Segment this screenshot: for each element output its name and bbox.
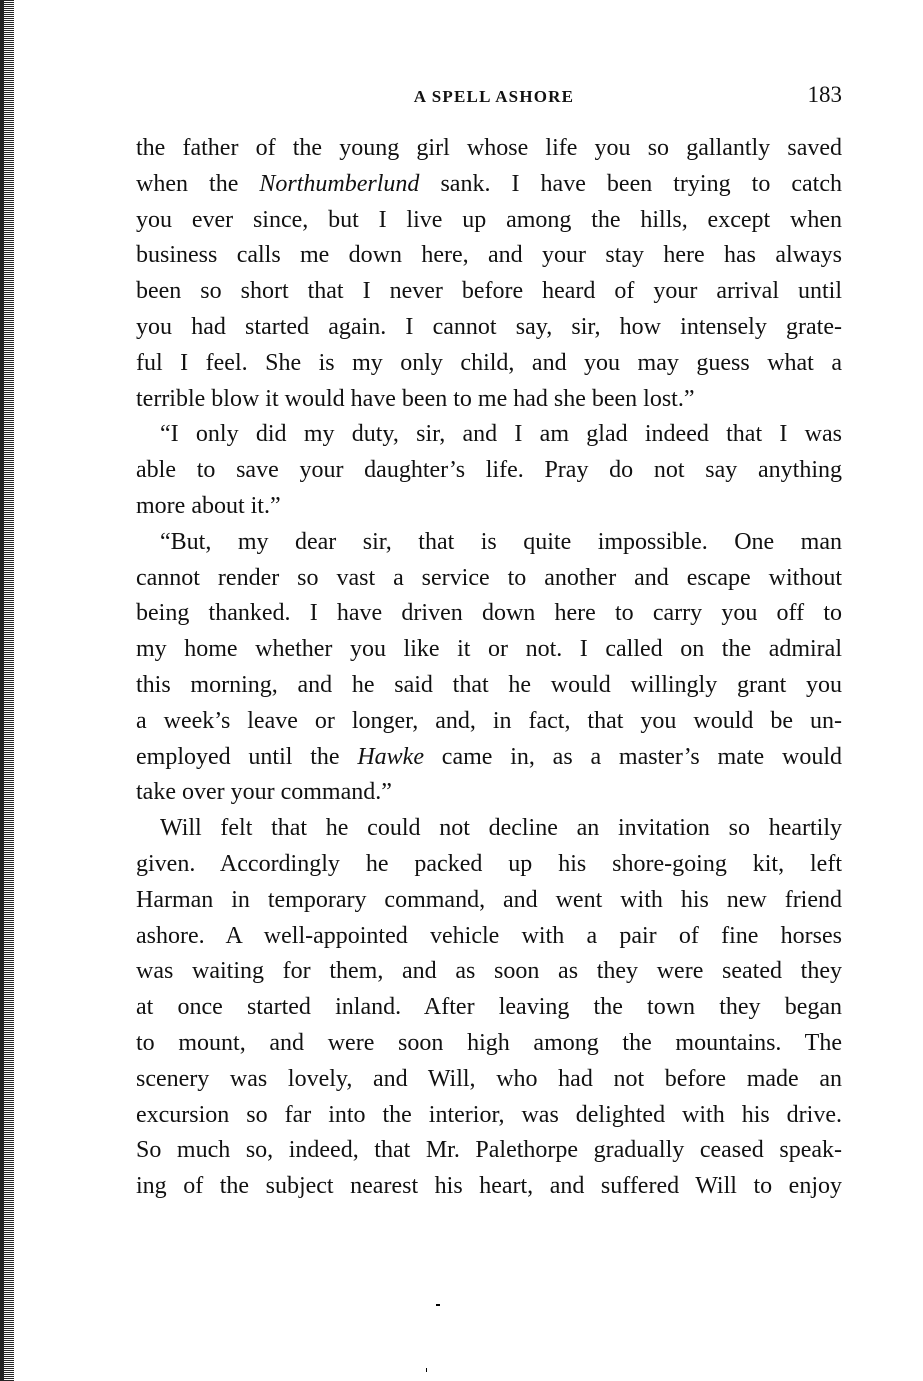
- text-line: you ever since, but I live up among the hills, except when: [136, 206, 842, 233]
- running-head: [136, 80, 842, 116]
- text-line: you had started again. I cannot say, sir, how intensely grate-: [136, 313, 842, 340]
- text-line: So much so, indeed, that Mr. Palethorpe gradually ceased speak-: [136, 1137, 842, 1164]
- text-line: “But, my dear sir, that is quite impossible. One man: [160, 528, 842, 555]
- text-line: when the Northumberlund sank. I have been trying to catch: [136, 170, 842, 197]
- scan-speck: [426, 1368, 427, 1372]
- ship-name: Hawke: [357, 743, 424, 770]
- text-line: Will felt that he could not decline an invitation so heartily: [160, 815, 842, 842]
- text-line: was waiting for them, and as soon as they were seated they: [136, 958, 842, 985]
- text-line: cannot render so vast a service to another and escape without: [136, 564, 842, 591]
- scan-binding-edge: [0, 0, 14, 1381]
- text-line: excursion so far into the interior, was delighted with his drive.: [136, 1101, 842, 1128]
- text-line: employed until the Hawke came in, as a master’s mate would: [136, 743, 842, 770]
- text-line: take over your command.”: [136, 779, 392, 806]
- text-line: at once started inland. After leaving the town they began: [136, 994, 842, 1021]
- text-line: my home whether you like it or not. I called on the admiral: [136, 636, 842, 663]
- paragraph: [136, 811, 842, 1205]
- text-line: scenery was lovely, and Will, who had not before made an: [136, 1065, 842, 1092]
- text-line: Harman in temporary command, and went with his new friend: [136, 886, 842, 913]
- text-line: terrible blow it would have been to me had she been lost.”: [136, 385, 695, 412]
- text-line: ing of the subject nearest his heart, and suffered Will to enjoy: [136, 1173, 842, 1200]
- text-line: this morning, and he said that he would willingly grant you: [136, 671, 842, 698]
- body-text: [136, 131, 842, 1205]
- text-line: able to save your daughter’s life. Pray do not say anything: [136, 457, 842, 484]
- paragraph: [136, 131, 842, 417]
- text-line: business calls me down here, and your stay here has always: [136, 242, 842, 269]
- running-title: A SPELL ASHORE: [413, 87, 575, 106]
- text-line: been so short that I never before heard of your arrival until: [136, 278, 842, 305]
- text-line: ful I feel. She is my only child, and you may guess what a: [136, 349, 842, 376]
- paragraph: [136, 417, 842, 524]
- book-page: [136, 80, 842, 1205]
- text-line: given. Accordingly he packed up his shore-going kit, left: [136, 850, 842, 877]
- text-line: more about it.”: [136, 492, 281, 519]
- ship-name: Northumberlund: [259, 170, 420, 197]
- text-line: to mount, and were soon high among the mountains. The: [136, 1029, 842, 1056]
- scan-speck: [436, 1304, 440, 1306]
- text-line: “I only did my duty, sir, and I am glad indeed that I was: [160, 421, 842, 448]
- text-line: ashore. A well-appointed vehicle with a pair of fine horses: [136, 922, 842, 949]
- text-line: being thanked. I have driven down here to carry you off to: [136, 600, 842, 627]
- paragraph: [136, 525, 842, 811]
- text-line: the father of the young girl whose life you so gallantly saved: [136, 135, 842, 161]
- page-number: 183: [807, 82, 842, 107]
- text-line: a week’s leave or longer, and, in fact, that you would be un-: [136, 707, 842, 734]
